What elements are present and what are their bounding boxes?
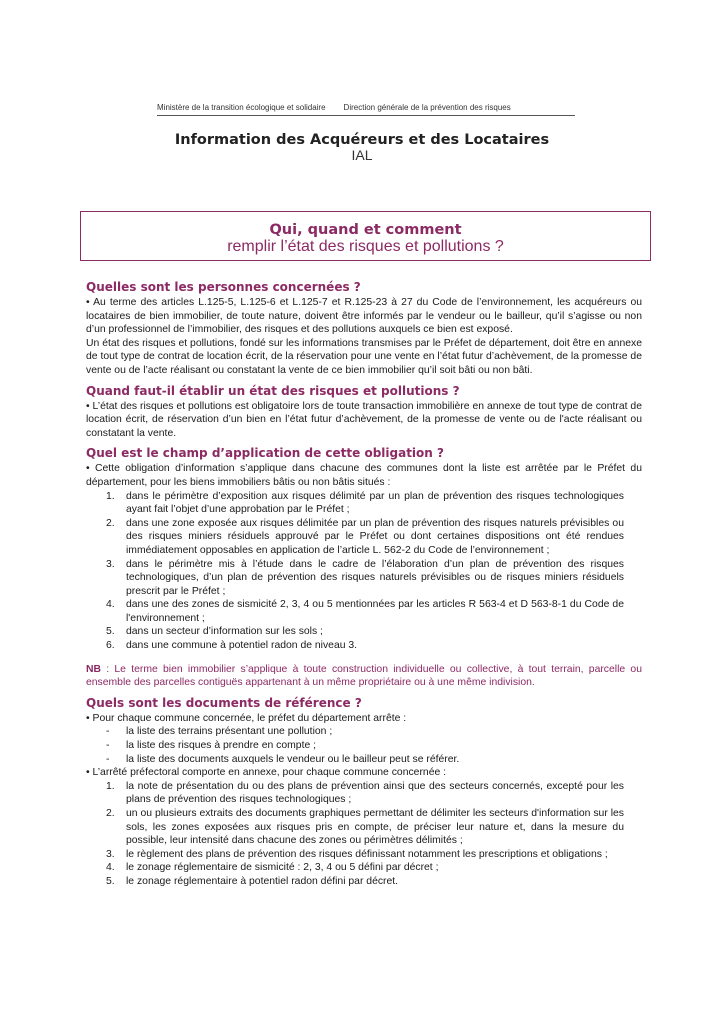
paragraph: • L’arrêté préfectoral comporte en annexe, pour chaque commune concernée : xyxy=(86,767,447,779)
section-when xyxy=(86,384,642,441)
section-heading: Quel est le champ d’application de cette obligation ? xyxy=(86,446,444,461)
document-body xyxy=(86,280,642,895)
paragraph: Un état des risques et pollutions, fondé sur les informations transmises par le Préfet de département, doit être en annexe de tout type de contrat de location écrit, de la réservation pour une vente en l’état futur d’achèvement, de la promesse de vente ou de l’acte réalisant ou constatant la vente de ce bien immobilier qu’il soit bâti ou non bâti. xyxy=(86,337,642,376)
paragraph: • Cette obligation d’information s’applique dans chacune des communes dont la liste est arrêtée par le Préfet du département, pour les biens immobiliers bâtis ou non bâtis situés : xyxy=(86,463,642,488)
list-item: 1. dans le périmètre d’exposition aux risques délimité par un plan de prévention des risques technologiques ayant fait l’objet d’une approbation par le Préfet ; xyxy=(106,490,624,516)
section-heading: Quand faut-il établir un état des risques et pollutions ? xyxy=(86,383,460,398)
direction-name: Direction générale de la prévention des risques xyxy=(343,103,511,112)
page-header xyxy=(157,103,575,116)
ministry-name: Ministère de la transition écologique et solidaire xyxy=(157,103,326,112)
nb-text: : Le terme bien immobilier s’applique à toute construction individuelle ou collective, à tout terrain, parcelle ou ensemble des parcelles contiguës appartenant à un même propriétaire ou à une même indivision. xyxy=(86,663,642,689)
list-item: 1. la note de présentation du ou des plans de prévention ainsi que des secteurs concernés, excepté pour les plans de prévention des risques technologiques ; xyxy=(106,780,624,806)
document-title: Information des Acquéreurs et des Locataires xyxy=(174,132,550,148)
title-box xyxy=(80,211,651,261)
document-subtitle: IAL xyxy=(351,147,373,163)
paragraph: • Pour chaque commune concernée, le préfet du département arrête : xyxy=(86,712,407,724)
list-item: 6. dans une commune à potentiel radon de niveau 3. xyxy=(106,640,358,652)
box-subheading: remplir l’état des risques et pollutions ? xyxy=(227,238,504,255)
nb-note xyxy=(86,663,642,690)
list-item: - la liste des terrains présentant une pollution ; xyxy=(106,726,333,738)
section-heading: Quels sont les documents de référence ? xyxy=(86,695,362,710)
box-heading: Qui, quand et comment xyxy=(269,222,462,238)
list-item: 5. le zonage réglementaire à potentiel radon défini par décret. xyxy=(106,875,399,887)
list-item: 2. dans une zone exposée aux risques délimitée par un plan de prévention des risques naturels prévisibles ou des risques miniers résiduels approuvé par le Préfet ou dont certaines dispositions ont été rendues immédiatement opposables en application de l’article L. 562-2 du Code de l’environnement ; xyxy=(106,517,624,556)
section-scope xyxy=(86,446,642,690)
list-item: 3. dans le périmètre mis à l’étude dans le cadre de l’élaboration d’un plan de prévention des risques technologiques, d’un plan de prévention des risques naturels prévisibles ou de risques miniers résiduels prescrit par le Préfet ; xyxy=(106,558,624,597)
list-item: 5. dans un secteur d’information sur les sols ; xyxy=(106,626,323,638)
paragraph: • Au terme des articles L.125-5, L.125-6 et L.125-7 et R.125-23 à 27 du Code de l’environnement, les acquéreurs ou locataires de bien immobilier, de toute nature, doivent être informés par le vendeur ou le bailleur, qu’il s’agisse ou non d’un professionnel de l’immobilier, des risques et des pollutions auxquels ce bien est exposé. xyxy=(86,297,642,336)
list-item: - la liste des documents auxquels le vendeur ou le bailleur peut se référer. xyxy=(106,753,460,765)
section-documents xyxy=(86,696,642,889)
list-item: 3. le règlement des plans de prévention des risques définissant notamment les prescriptions et obligations ; xyxy=(106,848,608,860)
dash-list xyxy=(86,725,642,766)
section-persons xyxy=(86,280,642,378)
list-item: 4. dans une des zones de sismicité 2, 3, 4 ou 5 mentionnées par les articles R 563-4 et D 563-8-1 du Code de l'environnement ; xyxy=(106,599,624,624)
paragraph: • L’état des risques et pollutions est obligatoire lors de toute transaction immobilière en annexe de tout type de contrat de location écrit, de réservation d’un bien en l’état futur d’achèvement, de la promesse de vente ou de l'acte réalisant ou constatant la vente. xyxy=(86,400,642,439)
list-item: - la liste des risques à prendre en compte ; xyxy=(106,740,317,752)
numbered-list xyxy=(86,490,642,653)
list-item: 2. un ou plusieurs extraits des documents graphiques permettant de délimiter les secteurs d'information sur les sols, les zones exposées aux risques pris en compte, de préciser leur nature et, dans la mesure du possible, leur intensité dans chacune des zones ou périmètres délimités ; xyxy=(106,808,624,847)
nb-label: NB xyxy=(86,663,102,675)
section-heading: Quelles sont les personnes concernées ? xyxy=(86,280,361,294)
numbered-list xyxy=(86,780,642,889)
list-item: 4. le zonage réglementaire de sismicité : 2, 3, 4 ou 5 défini par décret ; xyxy=(106,862,439,874)
